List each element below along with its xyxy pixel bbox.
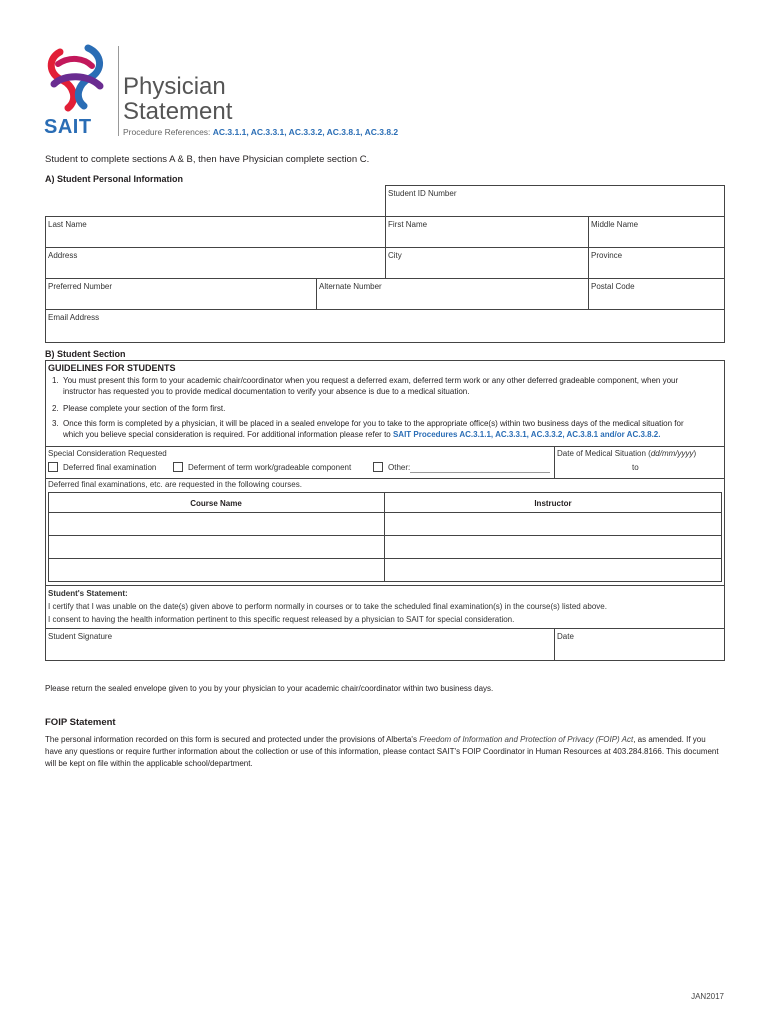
sait-logo-mark [44,44,110,116]
courses-intro: Deferred final examinations, etc. are requested in the following courses. [48,480,302,489]
guideline-2: 2. Please complete your section of the form first. [52,404,226,413]
header-divider [118,46,119,136]
instructor-cell[interactable] [385,559,721,581]
deferred-exam-checkbox[interactable] [48,462,58,472]
middle-name-field[interactable]: Middle Name [588,216,725,248]
student-signature-field[interactable]: Student Signature [48,632,113,641]
date-of-situation-label: Date of Medical Situation (dd/mm/yyyy) [557,449,697,458]
foip-statement: The personal information recorded on this form is secured and protected under the provisions of Alberta's Freedom of Information and Protection of Privacy (FOIP) Act, as amended. If you have any questions or require further information about the collection or use of this information, please contact SAIT's FOIP Coordinator in Human Resources at 403.284.8166. This document will be kept on file within the applicable school/department. [45,735,719,768]
form-version: JAN2017 [691,992,724,1001]
statement-line-2: I consent to having the health information pertinent to this specific request released by a physician to SAIT for special consideration. [48,615,515,624]
divider [45,585,725,586]
logo-text: SAIT [44,116,92,138]
first-name-field[interactable]: First Name [385,216,589,248]
student-id-field[interactable]: Student ID Number [385,185,725,217]
page-title: Physician Statement [123,73,233,125]
procedures-link[interactable]: SAIT Procedures AC.3.1.1, AC.3.3.1, AC.3.3.2, AC.3.8.1 and/or AC.3.8.2. [392,430,661,439]
address-field[interactable]: Address [45,247,386,279]
deferment-term-label: Deferment of term work/gradeable component [188,463,352,472]
course-name-cell[interactable] [49,513,384,535]
deferred-exam-label: Deferred final examination [63,463,157,472]
divider [45,446,725,447]
instructor-cell[interactable] [385,513,721,535]
divider [554,446,555,479]
signature-date-field[interactable]: Date [557,632,574,641]
special-consideration-label: Special Consideration Requested [48,449,167,458]
other-checkbox[interactable] [373,462,383,472]
email-field[interactable]: Email Address [45,309,725,343]
return-note: Please return the sealed envelope given to you by your physician to your academic chair/coordinator within two business days. [45,684,494,693]
preferred-number-field[interactable]: Preferred Number [45,278,317,310]
course-name-cell[interactable] [49,559,384,581]
statement-line-1: I certify that I was unable on the date(s) given above to perform normally in courses or to take the scheduled final examination(s) in the course(s) listed above. [48,602,607,611]
deferment-term-checkbox[interactable] [173,462,183,472]
section-b-heading: B) Student Section [45,349,126,359]
section-a-heading: A) Student Personal Information [45,174,184,184]
guidelines-title: GUIDELINES FOR STUDENTS [48,363,176,373]
statement-title: Student's Statement: [48,589,128,598]
province-field[interactable]: Province [588,247,725,279]
guideline-3: 3. Once this form is completed by a physician, it will be placed in a sealed envelope for you to take to the appropriate office(s) within two business days of the medical situation for which you believe special consideration is required. For additional information please refer to SAIT Procedures AC.3.1.1, AC.3.3.1, AC.3.3.2, AC.3.8.1 and/or AC.3.8.2. [52,419,684,439]
intro-text: Student to complete sections A & B, then have Physician complete section C. [45,154,370,165]
instructor-cell[interactable] [385,536,721,558]
date-to-label: to [632,463,639,472]
other-input[interactable] [410,472,550,473]
course-name-cell[interactable] [49,536,384,558]
last-name-field[interactable]: Last Name [45,216,386,248]
foip-title: FOIP Statement [45,717,116,728]
other-label: Other: [388,463,411,472]
divider [45,478,725,479]
col-instructor: Instructor [534,499,572,508]
procedure-links[interactable]: AC.3.1.1, AC.3.3.1, AC.3.3.2, AC.3.8.1, AC.3.8.2 [212,127,399,137]
procedure-references: Procedure References: AC.3.1.1, AC.3.3.1, AC.3.3.2, AC.3.8.1, AC.3.8.2 [123,127,399,137]
guideline-1: 1. You must present this form to your academic chair/coordinator when you request a deferred exam, deferred term work or any other deferred gradeable component, when your instructor has requested you to provide medical documentation to verify your absence is due to a medical situation. [52,376,679,396]
alternate-number-field[interactable]: Alternate Number [316,278,589,310]
city-field[interactable]: City [385,247,589,279]
postal-code-field[interactable]: Postal Code [588,278,725,310]
col-course-name: Course Name [190,499,242,508]
